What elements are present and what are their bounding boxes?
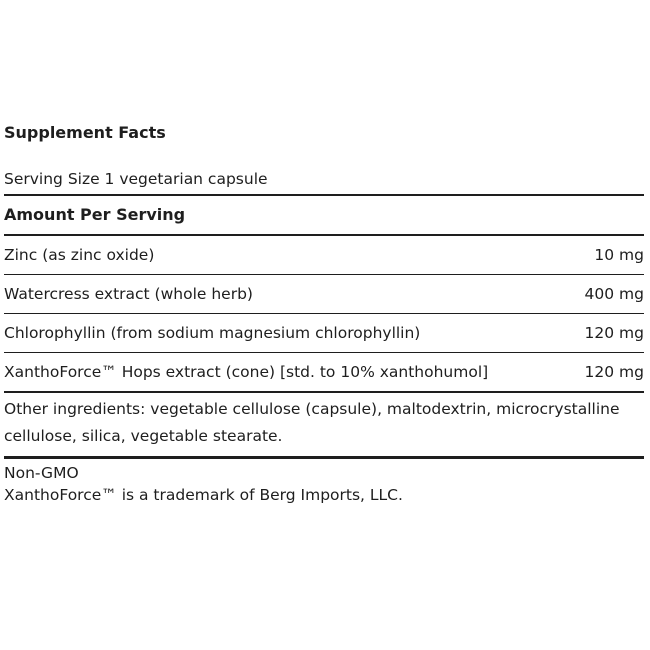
ingredient-amount: 400 mg — [584, 285, 644, 303]
ingredient-row — [4, 236, 644, 274]
ingredient-name: Watercress extract (whole herb) — [4, 285, 253, 303]
ingredient-amount: 120 mg — [584, 363, 644, 381]
panel-title: Supplement Facts — [4, 123, 166, 142]
ingredient-row — [4, 314, 644, 352]
ingredient-name: Chlorophyllin (from sodium magnesium chlorophyllin) — [4, 324, 421, 342]
amount-per-serving-header: Amount Per Serving — [4, 205, 186, 224]
ingredient-amount: 10 mg — [594, 246, 644, 264]
ingredient-name: Zinc (as zinc oxide) — [4, 246, 155, 264]
ingredient-row — [4, 353, 644, 391]
ingredient-amount: 120 mg — [584, 324, 644, 342]
supplement-facts-panel — [4, 122, 644, 506]
serving-size: Serving Size 1 vegetarian capsule — [4, 170, 268, 188]
footnotes — [4, 459, 644, 506]
ingredient-row — [4, 275, 644, 313]
trademark-note: XanthoForce™ is a trademark of Berg Imports, LLC. — [4, 486, 403, 504]
ingredient-name: XanthoForce™ Hops extract (cone) [std. to 10% xanthohumol] — [4, 363, 489, 381]
non-gmo-note: Non-GMO — [4, 464, 79, 482]
other-ingredients: Other ingredients: vegetable cellulose (capsule), maltodextrin, microcrystalline cellulose, silica, vegetable stearate. — [4, 400, 620, 445]
